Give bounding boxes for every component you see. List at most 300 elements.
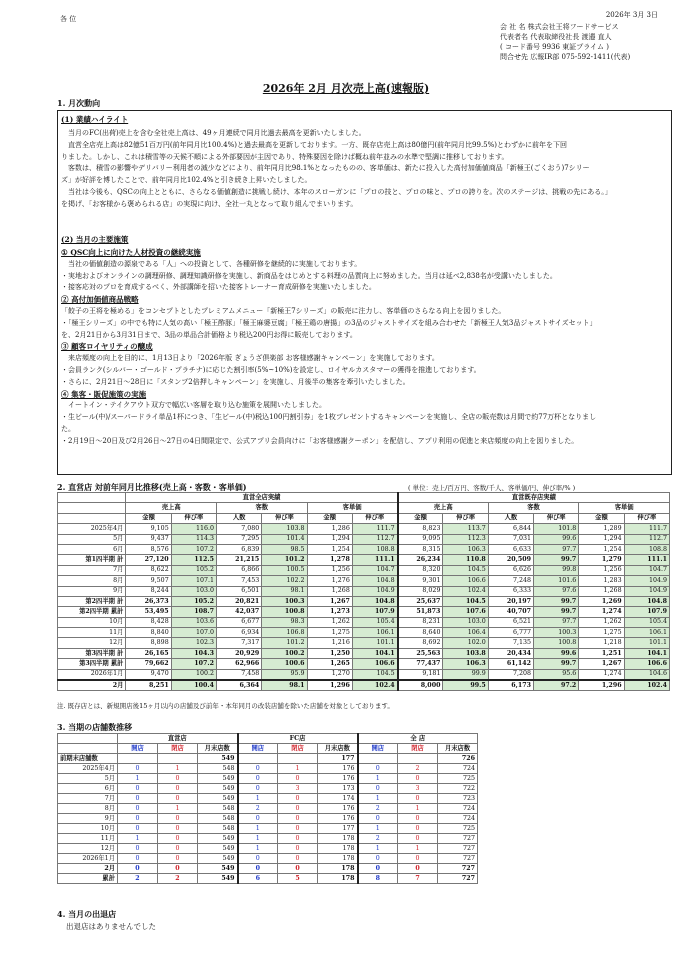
table-cell: 1 bbox=[238, 834, 278, 844]
table-cell: 25,637 bbox=[398, 596, 443, 606]
table-cell: 1,269 bbox=[579, 596, 624, 606]
table-cell: 8,231 bbox=[398, 617, 443, 627]
table-cell: 99.6 bbox=[534, 648, 579, 658]
table-cell: 97.6 bbox=[534, 586, 579, 596]
table-cell: 6,626 bbox=[488, 565, 533, 575]
row-label: 2月 bbox=[58, 680, 126, 691]
table-cell: 1,267 bbox=[579, 659, 624, 669]
measure-line: ・さらに、2月21日～28日に「スタンプ2倍押しキャンペーン」を実施し、月後半の集客を牽引いたしました。 bbox=[61, 377, 410, 386]
store-count-table bbox=[57, 733, 478, 884]
table-cell: 1 bbox=[118, 774, 158, 784]
table-row bbox=[58, 555, 670, 565]
table-cell: 548 bbox=[198, 764, 238, 774]
table-cell: 111.7 bbox=[352, 524, 397, 534]
store-count: 726 bbox=[438, 754, 478, 764]
table-cell: 1,268 bbox=[579, 586, 624, 596]
table-cell: 724 bbox=[438, 764, 478, 774]
table-cell: 548 bbox=[198, 814, 238, 824]
table-row bbox=[58, 628, 670, 638]
sub-header: 売上高 bbox=[398, 503, 489, 513]
table-cell: 0 bbox=[238, 764, 278, 774]
group-header: 直営店 bbox=[118, 734, 238, 744]
table-cell: 97.2 bbox=[534, 680, 579, 691]
table-cell: 40,707 bbox=[488, 607, 533, 617]
table-cell: 2 bbox=[238, 804, 278, 814]
highlight-line: 直営全店売上高は82億51百万円(前年同月比100.4%)と過去最高を更新しております。一方、既存店売上高は80億円(前年同月比99.5%)とわずかに前年を下回 bbox=[61, 140, 568, 149]
column-header: 人数 bbox=[488, 513, 533, 523]
table-cell: 103.8 bbox=[262, 524, 307, 534]
corner-cell bbox=[58, 744, 118, 754]
table-cell: 548 bbox=[198, 824, 238, 834]
table-row bbox=[58, 607, 670, 617]
table-cell: 549 bbox=[198, 864, 238, 874]
table-cell: 6,501 bbox=[216, 586, 261, 596]
table-cell: 100.3 bbox=[262, 596, 307, 606]
table-cell: 98.3 bbox=[262, 617, 307, 627]
table-row bbox=[58, 596, 670, 606]
table-cell: 6,839 bbox=[216, 544, 261, 554]
column-header: 金額 bbox=[398, 513, 443, 523]
row-label: 5月 bbox=[58, 534, 126, 544]
group-header: FC店 bbox=[238, 734, 358, 744]
table-cell: 7,031 bbox=[488, 534, 533, 544]
table-cell: 25,563 bbox=[398, 648, 443, 658]
table-row bbox=[58, 659, 670, 669]
table-cell: 548 bbox=[198, 804, 238, 814]
table-cell: 1 bbox=[238, 844, 278, 854]
table-cell: 104.7 bbox=[624, 565, 669, 575]
table-cell: 113.7 bbox=[443, 524, 488, 534]
table-cell: 107.9 bbox=[624, 607, 669, 617]
table-cell: 724 bbox=[438, 814, 478, 824]
column-header: 月末店数 bbox=[438, 744, 478, 754]
table-row bbox=[58, 874, 478, 884]
measure-line: ・会員ランク(シルバー・ゴールド・プラチナ)に応じた割引率(5%~10%)を設定し、ロイヤルカスタマーの獲得を推進しております。 bbox=[61, 365, 481, 374]
table-cell: 6,364 bbox=[216, 680, 261, 691]
monthly-trend-box bbox=[57, 110, 672, 475]
measure-line: 来店頻度の向上を目的に、1月13日より「2026年版 ぎょうざ倶楽部 お客様感謝キャンペーン」を実施しております。 bbox=[61, 354, 439, 363]
table-row bbox=[58, 824, 478, 834]
column-header: 伸び率 bbox=[352, 513, 397, 523]
table-cell: 0 bbox=[158, 864, 198, 874]
table-cell: 104.8 bbox=[624, 596, 669, 606]
table-cell: 104.9 bbox=[352, 586, 397, 596]
row-label: 2月 bbox=[58, 864, 118, 874]
table-cell: 100.2 bbox=[171, 669, 216, 680]
table-cell: 101.4 bbox=[262, 534, 307, 544]
sales-table bbox=[57, 492, 670, 691]
table-cell: 114.3 bbox=[171, 534, 216, 544]
highlight-line: ズ」が好評を博したことで、前年同月比102.4%と引き続き上昇いたしました。 bbox=[61, 176, 312, 185]
row-label: 11月 bbox=[58, 628, 126, 638]
table-cell: 106.8 bbox=[262, 628, 307, 638]
row-label: 10月 bbox=[58, 824, 118, 834]
table-cell: 100.2 bbox=[262, 648, 307, 658]
table-cell: 111.7 bbox=[624, 524, 669, 534]
table-cell: 0 bbox=[238, 784, 278, 794]
table-cell: 549 bbox=[198, 874, 238, 884]
table-cell: 724 bbox=[438, 804, 478, 814]
column-header: 閉店 bbox=[278, 744, 318, 754]
blank-cell bbox=[238, 754, 278, 764]
highlight-line: を掲げ、「お客様から褒められる店」の実現に向け、全社一丸となって取り組んでまいります。 bbox=[61, 199, 358, 208]
table-cell: 2 bbox=[118, 874, 158, 884]
table-cell: 178 bbox=[318, 854, 358, 864]
column-header: 伸び率 bbox=[171, 513, 216, 523]
sub-header: 売上高 bbox=[126, 503, 217, 513]
table-cell: 1,294 bbox=[579, 534, 624, 544]
row-label: 6月 bbox=[58, 784, 118, 794]
table-cell: 9,301 bbox=[398, 576, 443, 586]
row-label: 第2四半期 累計 bbox=[58, 607, 126, 617]
table-cell: 104.7 bbox=[352, 565, 397, 575]
table-cell: 3 bbox=[398, 784, 438, 794]
table-cell: 0 bbox=[278, 794, 318, 804]
corner-cell bbox=[58, 513, 126, 523]
row-label: 8月 bbox=[58, 804, 118, 814]
table-cell: 9,181 bbox=[398, 669, 443, 680]
table-cell: 1 bbox=[358, 774, 398, 784]
table-cell: 549 bbox=[198, 844, 238, 854]
table-cell: 8,315 bbox=[398, 544, 443, 554]
table-cell: 0 bbox=[118, 814, 158, 824]
table-cell: 9,470 bbox=[126, 669, 171, 680]
measure-line: を、2月21日から3月31日まで、3品の単品合計価格より税込200円お得に販売しております。 bbox=[61, 330, 357, 339]
row-label: 12月 bbox=[58, 844, 118, 854]
table-cell: 176 bbox=[318, 774, 358, 784]
table-cell: 99.7 bbox=[534, 607, 579, 617]
table-cell: 106.6 bbox=[352, 659, 397, 669]
table-cell: 2 bbox=[398, 764, 438, 774]
row-label: 2026年1月 bbox=[58, 669, 126, 680]
row-label: 2026年1月 bbox=[58, 854, 118, 864]
section4-heading: 4. 当月の出退店 bbox=[57, 909, 117, 919]
table-cell: 1,283 bbox=[579, 576, 624, 586]
table-cell: 7,080 bbox=[216, 524, 261, 534]
table-cell: 0 bbox=[278, 854, 318, 864]
table-cell: 0 bbox=[238, 814, 278, 824]
table-cell: 0 bbox=[158, 844, 198, 854]
table-cell: 0 bbox=[158, 784, 198, 794]
table-row bbox=[58, 617, 670, 627]
table-cell: 1 bbox=[118, 834, 158, 844]
table-cell: 99.7 bbox=[534, 659, 579, 669]
table-cell: 1,276 bbox=[307, 576, 352, 586]
row-label: 11月 bbox=[58, 834, 118, 844]
table-cell: 95.6 bbox=[534, 669, 579, 680]
group-header: 全 店 bbox=[358, 734, 478, 744]
table-cell: 0 bbox=[118, 764, 158, 774]
table-cell: 1 bbox=[238, 794, 278, 804]
table-cell: 7,317 bbox=[216, 638, 261, 648]
column-header: 開店 bbox=[118, 744, 158, 754]
table-cell: 98.1 bbox=[262, 586, 307, 596]
table-cell: 174 bbox=[318, 794, 358, 804]
table-cell: 722 bbox=[438, 784, 478, 794]
table-cell: 1,265 bbox=[307, 659, 352, 669]
table-cell: 1,279 bbox=[579, 555, 624, 565]
table-cell: 104.1 bbox=[352, 648, 397, 658]
table-cell: 102.0 bbox=[443, 638, 488, 648]
table-cell: 0 bbox=[158, 794, 198, 804]
table-cell: 1,289 bbox=[579, 524, 624, 534]
company-line: ( コード番号 9936 東証プライム ) bbox=[500, 43, 609, 51]
measure-line: 「餃子の王将を極める」をコンセプトとしたプレミアムメニュー「新極王7シリーズ」の販売に注力し、客単価のさらなる向上を図りました。 bbox=[61, 306, 506, 315]
table-row bbox=[58, 864, 478, 874]
table-cell: 105.2 bbox=[171, 565, 216, 575]
company-line: 会 社 名 株式会社王将フードサービス bbox=[500, 23, 619, 31]
table-cell: 100.3 bbox=[534, 628, 579, 638]
table-cell: 107.9 bbox=[352, 607, 397, 617]
table-cell: 727 bbox=[438, 854, 478, 864]
table-cell: 0 bbox=[358, 864, 398, 874]
blank-cell bbox=[278, 754, 318, 764]
table-cell: 97.7 bbox=[534, 617, 579, 627]
table-cell: 727 bbox=[438, 844, 478, 854]
store-count: 177 bbox=[318, 754, 358, 764]
highlight-line: 当月のFC(出荷)売上を含む全社売上高は、49ヶ月連続で同月比過去最高を更新いたしました。 bbox=[61, 129, 366, 137]
table-cell: 79,662 bbox=[126, 659, 171, 669]
table-row bbox=[58, 669, 670, 680]
table-cell: 723 bbox=[438, 794, 478, 804]
table-cell: 2 bbox=[358, 834, 398, 844]
row-label: 8月 bbox=[58, 576, 126, 586]
table-cell: 176 bbox=[318, 814, 358, 824]
table-cell: 100.8 bbox=[262, 607, 307, 617]
table-cell: 1 bbox=[398, 844, 438, 854]
table-cell: 108.8 bbox=[624, 544, 669, 554]
blank-cell bbox=[158, 754, 198, 764]
table-row bbox=[58, 586, 670, 596]
table-cell: 0 bbox=[278, 804, 318, 814]
sub-header: 客単価 bbox=[307, 503, 398, 513]
table-cell: 1,286 bbox=[307, 524, 352, 534]
table-cell: 104.8 bbox=[352, 596, 397, 606]
highlight-line: 当社は今後も、QSCの向上とともに、さらなる価値創造に挑戦し続け、本年のスローガンに「プロの技と、プロの味と、プロの誇りを。次のステージは、挑戦の先にある。」 bbox=[61, 187, 612, 196]
table-cell: 1,254 bbox=[307, 544, 352, 554]
table-cell: 107.1 bbox=[171, 576, 216, 586]
table-cell: 26,234 bbox=[398, 555, 443, 565]
table-cell: 6,677 bbox=[216, 617, 261, 627]
table-cell: 178 bbox=[318, 874, 358, 884]
table-cell: 1 bbox=[278, 764, 318, 774]
store-count: 549 bbox=[198, 754, 238, 764]
column-header: 伸び率 bbox=[534, 513, 579, 523]
table-cell: 6,866 bbox=[216, 565, 261, 575]
row-label: 9月 bbox=[58, 814, 118, 824]
table-cell: 100.6 bbox=[262, 659, 307, 669]
table-cell: 112.7 bbox=[352, 534, 397, 544]
row-label: 第2四半期 計 bbox=[58, 596, 126, 606]
section3-heading: 3. 当期の店舗数推移 bbox=[57, 722, 133, 732]
table-cell: 1,294 bbox=[307, 534, 352, 544]
table-cell: 7,458 bbox=[216, 669, 261, 680]
row-label: 累計 bbox=[58, 874, 118, 884]
table-row bbox=[58, 764, 478, 774]
table-cell: 7,295 bbox=[216, 534, 261, 544]
table-row bbox=[58, 834, 478, 844]
table-cell: 0 bbox=[278, 774, 318, 784]
group-header-all: 直営全店実績 bbox=[126, 493, 398, 503]
row-label: 5月 bbox=[58, 774, 118, 784]
table-cell: 99.9 bbox=[443, 669, 488, 680]
table-cell: 42,037 bbox=[216, 607, 261, 617]
table-cell: 20,821 bbox=[216, 596, 261, 606]
table-cell: 6,777 bbox=[488, 628, 533, 638]
measure-line: 当社の価値創造の源泉である「人」への投資として、各種研修を継続的に実施しております。 bbox=[61, 259, 362, 268]
table-cell: 102.2 bbox=[262, 576, 307, 586]
table-cell: 8,251 bbox=[126, 680, 171, 691]
measure-heading: ④ 集客・販促施策の実施 bbox=[61, 389, 147, 399]
table-cell: 0 bbox=[278, 844, 318, 854]
table-cell: 176 bbox=[318, 804, 358, 814]
blank-cell bbox=[118, 754, 158, 764]
table-cell: 104.8 bbox=[352, 576, 397, 586]
table-cell: 0 bbox=[398, 814, 438, 824]
table-cell: 1,251 bbox=[579, 648, 624, 658]
table-cell: 101.6 bbox=[534, 576, 579, 586]
table-cell: 1,262 bbox=[579, 617, 624, 627]
table-cell: 99.7 bbox=[534, 555, 579, 565]
table-cell: 725 bbox=[438, 774, 478, 784]
table-cell: 9,507 bbox=[126, 576, 171, 586]
table-cell: 1 bbox=[398, 804, 438, 814]
table-cell: 7,135 bbox=[488, 638, 533, 648]
sub-header: 客単価 bbox=[579, 503, 670, 513]
table-cell: 0 bbox=[278, 834, 318, 844]
table-cell: 7,208 bbox=[488, 669, 533, 680]
table-cell: 0 bbox=[158, 824, 198, 834]
table-cell: 0 bbox=[278, 814, 318, 824]
table-cell: 104.6 bbox=[624, 669, 669, 680]
table-cell: 3 bbox=[278, 784, 318, 794]
table-cell: 110.8 bbox=[443, 555, 488, 565]
table-cell: 725 bbox=[438, 824, 478, 834]
row-label: 6月 bbox=[58, 544, 126, 554]
measure-heading: ② 高付加価値商品戦略 bbox=[61, 295, 139, 305]
table-cell: 8,840 bbox=[126, 628, 171, 638]
page-title: 2026年 2月 月次売上高(速報版) bbox=[262, 82, 430, 95]
table-cell: 103.0 bbox=[171, 586, 216, 596]
measure-line: た。 bbox=[61, 424, 75, 433]
table-cell: 20,509 bbox=[488, 555, 533, 565]
table-cell: 6 bbox=[238, 874, 278, 884]
table-cell: 112.5 bbox=[171, 555, 216, 565]
group-header-existing: 直営既存店実績 bbox=[398, 493, 670, 503]
column-header: 金額 bbox=[579, 513, 624, 523]
section1-heading: 1. 月次動向 bbox=[57, 98, 101, 108]
row-label: 第1四半期 計 bbox=[58, 555, 126, 565]
table-cell: 105.4 bbox=[624, 617, 669, 627]
table-cell: 727 bbox=[438, 864, 478, 874]
table-cell: 102.4 bbox=[624, 680, 669, 691]
table-cell: 8,898 bbox=[126, 638, 171, 648]
table-cell: 727 bbox=[438, 834, 478, 844]
column-header: 伸び率 bbox=[624, 513, 669, 523]
table-cell: 0 bbox=[158, 834, 198, 844]
table-cell: 62,966 bbox=[216, 659, 261, 669]
table-cell: 0 bbox=[118, 844, 158, 854]
issue-date: 2026年 3月 3日 bbox=[605, 11, 658, 19]
table-row bbox=[58, 814, 478, 824]
table-cell: 21,215 bbox=[216, 555, 261, 565]
table-cell: 20,929 bbox=[216, 648, 261, 658]
table-cell: 178 bbox=[318, 844, 358, 854]
table-cell: 100.8 bbox=[534, 638, 579, 648]
measure-line: ・接客応対のプロを育成するべく、外部講師を招いた接客トレーナー育成研修を実施いたしました。 bbox=[61, 283, 376, 292]
table-cell: 105.2 bbox=[171, 596, 216, 606]
blank-cell bbox=[398, 754, 438, 764]
table-cell: 8,622 bbox=[126, 565, 171, 575]
table-cell: 97.7 bbox=[534, 544, 579, 554]
blank-cell bbox=[358, 754, 398, 764]
store-changes-text: 出退店はありませんでした bbox=[66, 922, 156, 931]
table-cell: 549 bbox=[198, 834, 238, 844]
table-cell: 107.0 bbox=[171, 628, 216, 638]
table-cell: 102.4 bbox=[443, 586, 488, 596]
table-cell: 5 bbox=[278, 874, 318, 884]
table-cell: 1,273 bbox=[307, 607, 352, 617]
table-cell: 9,105 bbox=[126, 524, 171, 534]
table-cell: 6,934 bbox=[216, 628, 261, 638]
table-cell: 0 bbox=[118, 794, 158, 804]
highlight-body bbox=[61, 128, 667, 211]
table-cell: 2 bbox=[158, 874, 198, 884]
column-header: 月末店数 bbox=[318, 744, 358, 754]
table-cell: 7 bbox=[398, 874, 438, 884]
table-cell: 8,428 bbox=[126, 617, 171, 627]
table-row bbox=[58, 648, 670, 658]
column-header: 伸び率 bbox=[443, 513, 488, 523]
table-cell: 1,262 bbox=[307, 617, 352, 627]
table-note: 注. 既存店とは、新規開店後15ヶ月以内の店舗及び前年・本年同月の改装店舗を除いた店舗を対象としております。 bbox=[57, 702, 394, 710]
column-header: 金額 bbox=[307, 513, 352, 523]
table-cell: 0 bbox=[358, 814, 398, 824]
table-cell: 0 bbox=[118, 854, 158, 864]
table-cell: 8 bbox=[358, 874, 398, 884]
table-cell: 107.2 bbox=[171, 544, 216, 554]
table-cell: 0 bbox=[158, 774, 198, 784]
table-cell: 0 bbox=[238, 864, 278, 874]
table-cell: 53,495 bbox=[126, 607, 171, 617]
table-cell: 101.1 bbox=[352, 638, 397, 648]
table-cell: 8,029 bbox=[398, 586, 443, 596]
table-cell: 101.1 bbox=[624, 638, 669, 648]
table-cell: 1,254 bbox=[579, 544, 624, 554]
table-cell: 1,296 bbox=[307, 680, 352, 691]
table-cell: 100.4 bbox=[171, 680, 216, 691]
table-cell: 106.4 bbox=[443, 628, 488, 638]
table-cell: 1,267 bbox=[307, 596, 352, 606]
table-cell: 104.9 bbox=[624, 576, 669, 586]
column-header: 開店 bbox=[358, 744, 398, 754]
corner-cell bbox=[58, 503, 126, 513]
table-cell: 0 bbox=[158, 814, 198, 824]
column-header: 月末店数 bbox=[198, 744, 238, 754]
table-row bbox=[58, 524, 670, 534]
table-cell: 0 bbox=[398, 864, 438, 874]
recipient: 各 位 bbox=[60, 15, 77, 23]
table-cell: 95.9 bbox=[262, 669, 307, 680]
table-cell: 173 bbox=[318, 784, 358, 794]
table-row bbox=[58, 784, 478, 794]
table-cell: 0 bbox=[358, 784, 398, 794]
table-cell: 8,244 bbox=[126, 586, 171, 596]
corner-cell bbox=[58, 493, 126, 503]
table-row bbox=[58, 544, 670, 554]
table-cell: 101.8 bbox=[534, 524, 579, 534]
table-cell: 1 bbox=[358, 824, 398, 834]
